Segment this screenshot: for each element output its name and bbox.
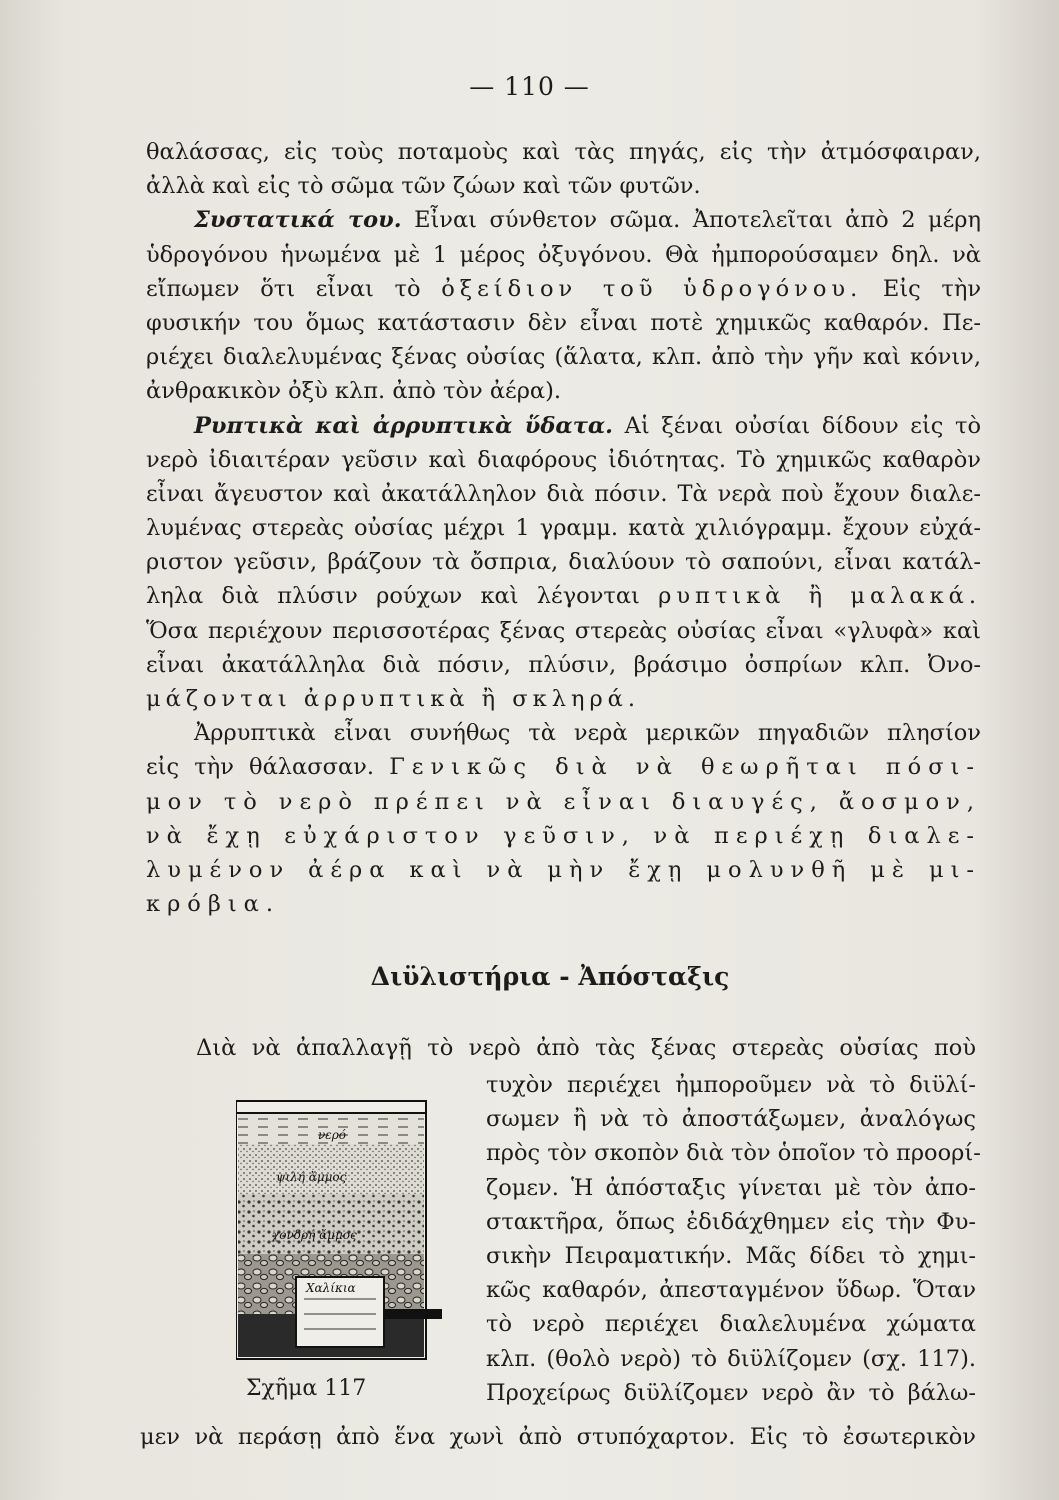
- text-line: μάζονται ἀρρυπτικὰ ἢ σκληρά.: [146, 686, 641, 712]
- text-line: φυσικήν του ὅμως κατάστασιν δὲν εἶναι ποτὲ χημικῶς καθαρόν. Πε-: [146, 309, 981, 336]
- text-line: μον τὸ νερὸ πρέπει νὰ εἶναι διαυγές, ἄοσμον,: [146, 788, 981, 815]
- body-text: [146, 135, 981, 921]
- section-line: Συστατικά του. Εἶναι σύνθετον σῶμα. Ἀποτελεῖται ἀπὸ 2 μέρη: [194, 207, 981, 234]
- text-line: εἰς τὴν θάλασσαν. Γενικῶς διὰ νὰ θεωρῆται πόσι-: [146, 754, 981, 781]
- text-line: νὰ ἔχῃ εὐχάριστον γεῦσιν, νὰ περιέχῃ διαλε-: [146, 822, 981, 849]
- text-line: εἶναι ἄγευστον καὶ ἀκατάλληλον διὰ πόσιν. Τὰ νερὰ ποὺ ἔχουν διαλε-: [146, 480, 981, 507]
- paragraph-first-line: Διὰ νὰ ἀπαλλαγῇ τὸ νερὸ ἀπὸ τὰς ξένας στερεὰς οὐσίας ποὺ: [196, 1035, 976, 1061]
- text-line: ζομεν. Ἡ ἀπόσταξις γίνεται μὲ τὸν ἀπο-: [486, 1174, 976, 1201]
- text-line: λυμένον ἀέρα καὶ νὰ μὴν ἔχῃ μολυνθῆ μὲ μι-: [146, 856, 981, 883]
- text-line: σικὴν Πειραματικήν. Μᾶς δίδει τὸ χημι-: [486, 1242, 976, 1269]
- text-line: ἀνθρακικὸν ὀξὺ κλπ. ἀπὸ τὸν ἀέρα).: [146, 378, 562, 405]
- text-line: τυχὸν περιέχει ἠμποροῦμεν νὰ τὸ διϋλί-: [486, 1072, 976, 1098]
- spaced-term: Γενικῶς διὰ νὰ θεωρῆται πόσι-: [389, 754, 981, 781]
- figure-label-fine-sand: ψιλή ἄμμος: [276, 1170, 347, 1184]
- text-line: εἶναι ἀκατάλληλα διὰ πόσιν, πλύσιν, βράσιμο ὀσπρίων κλπ. Ὀνο-: [146, 651, 981, 678]
- text-line: κρόβια.: [146, 891, 281, 918]
- section-title: Συστατικά του.: [194, 207, 402, 234]
- text-line: ριέχει διαλελυμένας ξένας οὐσίας (ἅλατα, κλπ. ἀπὸ τὴν γῆν καὶ κόνιν,: [146, 344, 981, 371]
- text-line: εἴπωμεν ὅτι εἶναι τὸ ὀξείδιον τοῦ ὑδρογόνου. Εἰς τὴν: [146, 275, 982, 302]
- page-number: — 110 —: [469, 72, 590, 101]
- text-line: κλπ. (θολὸ νερὸ) τὸ διϋλίζομεν (σχ. 117).: [486, 1345, 976, 1372]
- filter-illustration: [236, 1099, 456, 1369]
- wrapped-text: [486, 1068, 981, 1410]
- text-line: νερὸ ἰδιαιτέραν γεῦσιν καὶ διαφόρους ἰδιότητας. Τὸ χημικῶς καθαρὸν: [146, 446, 981, 473]
- figure-label-coarse-sand: χονδρή ἄμμος: [272, 1228, 357, 1242]
- text-line: Ὅσα περιέχουν περισσοτέρας ξένας στερεὰς οὐσίας εἶναι «γλυφὰ» καὶ: [146, 617, 981, 644]
- figure-label-pebbles: Χαλίκια: [306, 1281, 356, 1295]
- text-line: λυμένας στερεὰς οὐσίας μέχρι 1 γραμμ. κατὰ χιλιόγραμμ. ἔχουν εὐχά-: [146, 515, 981, 542]
- figure-caption: Σχῆμα 117: [246, 1376, 367, 1401]
- text-line: ὑδρογόνου ἡνωμένα μὲ 1 μέρος ὀξυγόνου. Θὰ ἠμπορούσαμεν δηλ. νὰ: [146, 241, 981, 268]
- filter-figure: [236, 1099, 456, 1369]
- section-title: Ρυπτικὰ καὶ ἀρρυπτικὰ ὕδατα.: [194, 412, 613, 439]
- text-line: ἀλλὰ καὶ εἰς τὸ σῶμα τῶν ζώων καὶ τῶν φυτῶν.: [146, 173, 701, 200]
- text-line: κῶς καθαρόν, ἀπεσταγμένον ὕδωρ. Ὅταν: [486, 1277, 976, 1304]
- text-line: στακτῆρα, ὅπως ἐδιδάχθημεν εἰς τὴν Φυ-: [486, 1208, 976, 1235]
- spaced-term: ὀξείδιον τοῦ ὑδρογόνου.: [441, 275, 863, 302]
- text-line: θαλάσσας, εἰς τοὺς ποταμοὺς καὶ τὰς πηγάς, εἰς τὴν ἀτμόσφαιραν,: [146, 139, 981, 165]
- section-heading: Διϋλιστήρια - Ἀπόσταξις: [370, 962, 730, 991]
- figure-label-water: νερό: [318, 1128, 347, 1142]
- text-line: τὸ νερὸ περιέχει διαλελυμένα χώματα: [486, 1311, 976, 1338]
- text-line: σωμεν ἢ νὰ τὸ ἀποστάξωμεν, ἀναλόγως: [486, 1106, 976, 1133]
- text-line: ριστον γεῦσιν, βράζουν τὰ ὄσπρια, διαλύουν τὸ σαπούνι, εἶναι κατάλ-: [146, 549, 981, 576]
- text-line: πρὸς τὸν σκοπὸν διὰ τὸν ὁποῖον τὸ προορί-: [486, 1140, 981, 1167]
- paragraph-last-line: μεν νὰ περάσῃ ἀπὸ ἕνα χωνὶ ἀπὸ στυπόχαρτον. Εἰς τὸ ἐσωτερικὸν: [140, 1424, 976, 1450]
- spaced-term: ρυπτικὰ ἢ μαλακά.: [658, 583, 982, 610]
- text-line: Προχείρως διϋλίζομεν νερὸ ἂν τὸ βάλω-: [486, 1379, 976, 1406]
- text-line: ληλα διὰ πλύσιν ρούχων καὶ λέγονται ρυπτικὰ ἢ μαλακά.: [146, 583, 982, 610]
- text-line: Ἀρρυπτικὰ εἶναι συνήθως τὰ νερὰ μερικῶν πηγαδιῶν πλησίον: [194, 720, 981, 747]
- section-line: Ρυπτικὰ καὶ ἀρρυπτικὰ ὕδατα. Αἱ ξέναι οὐσίαι δίδουν εἰς τὸ: [194, 412, 981, 439]
